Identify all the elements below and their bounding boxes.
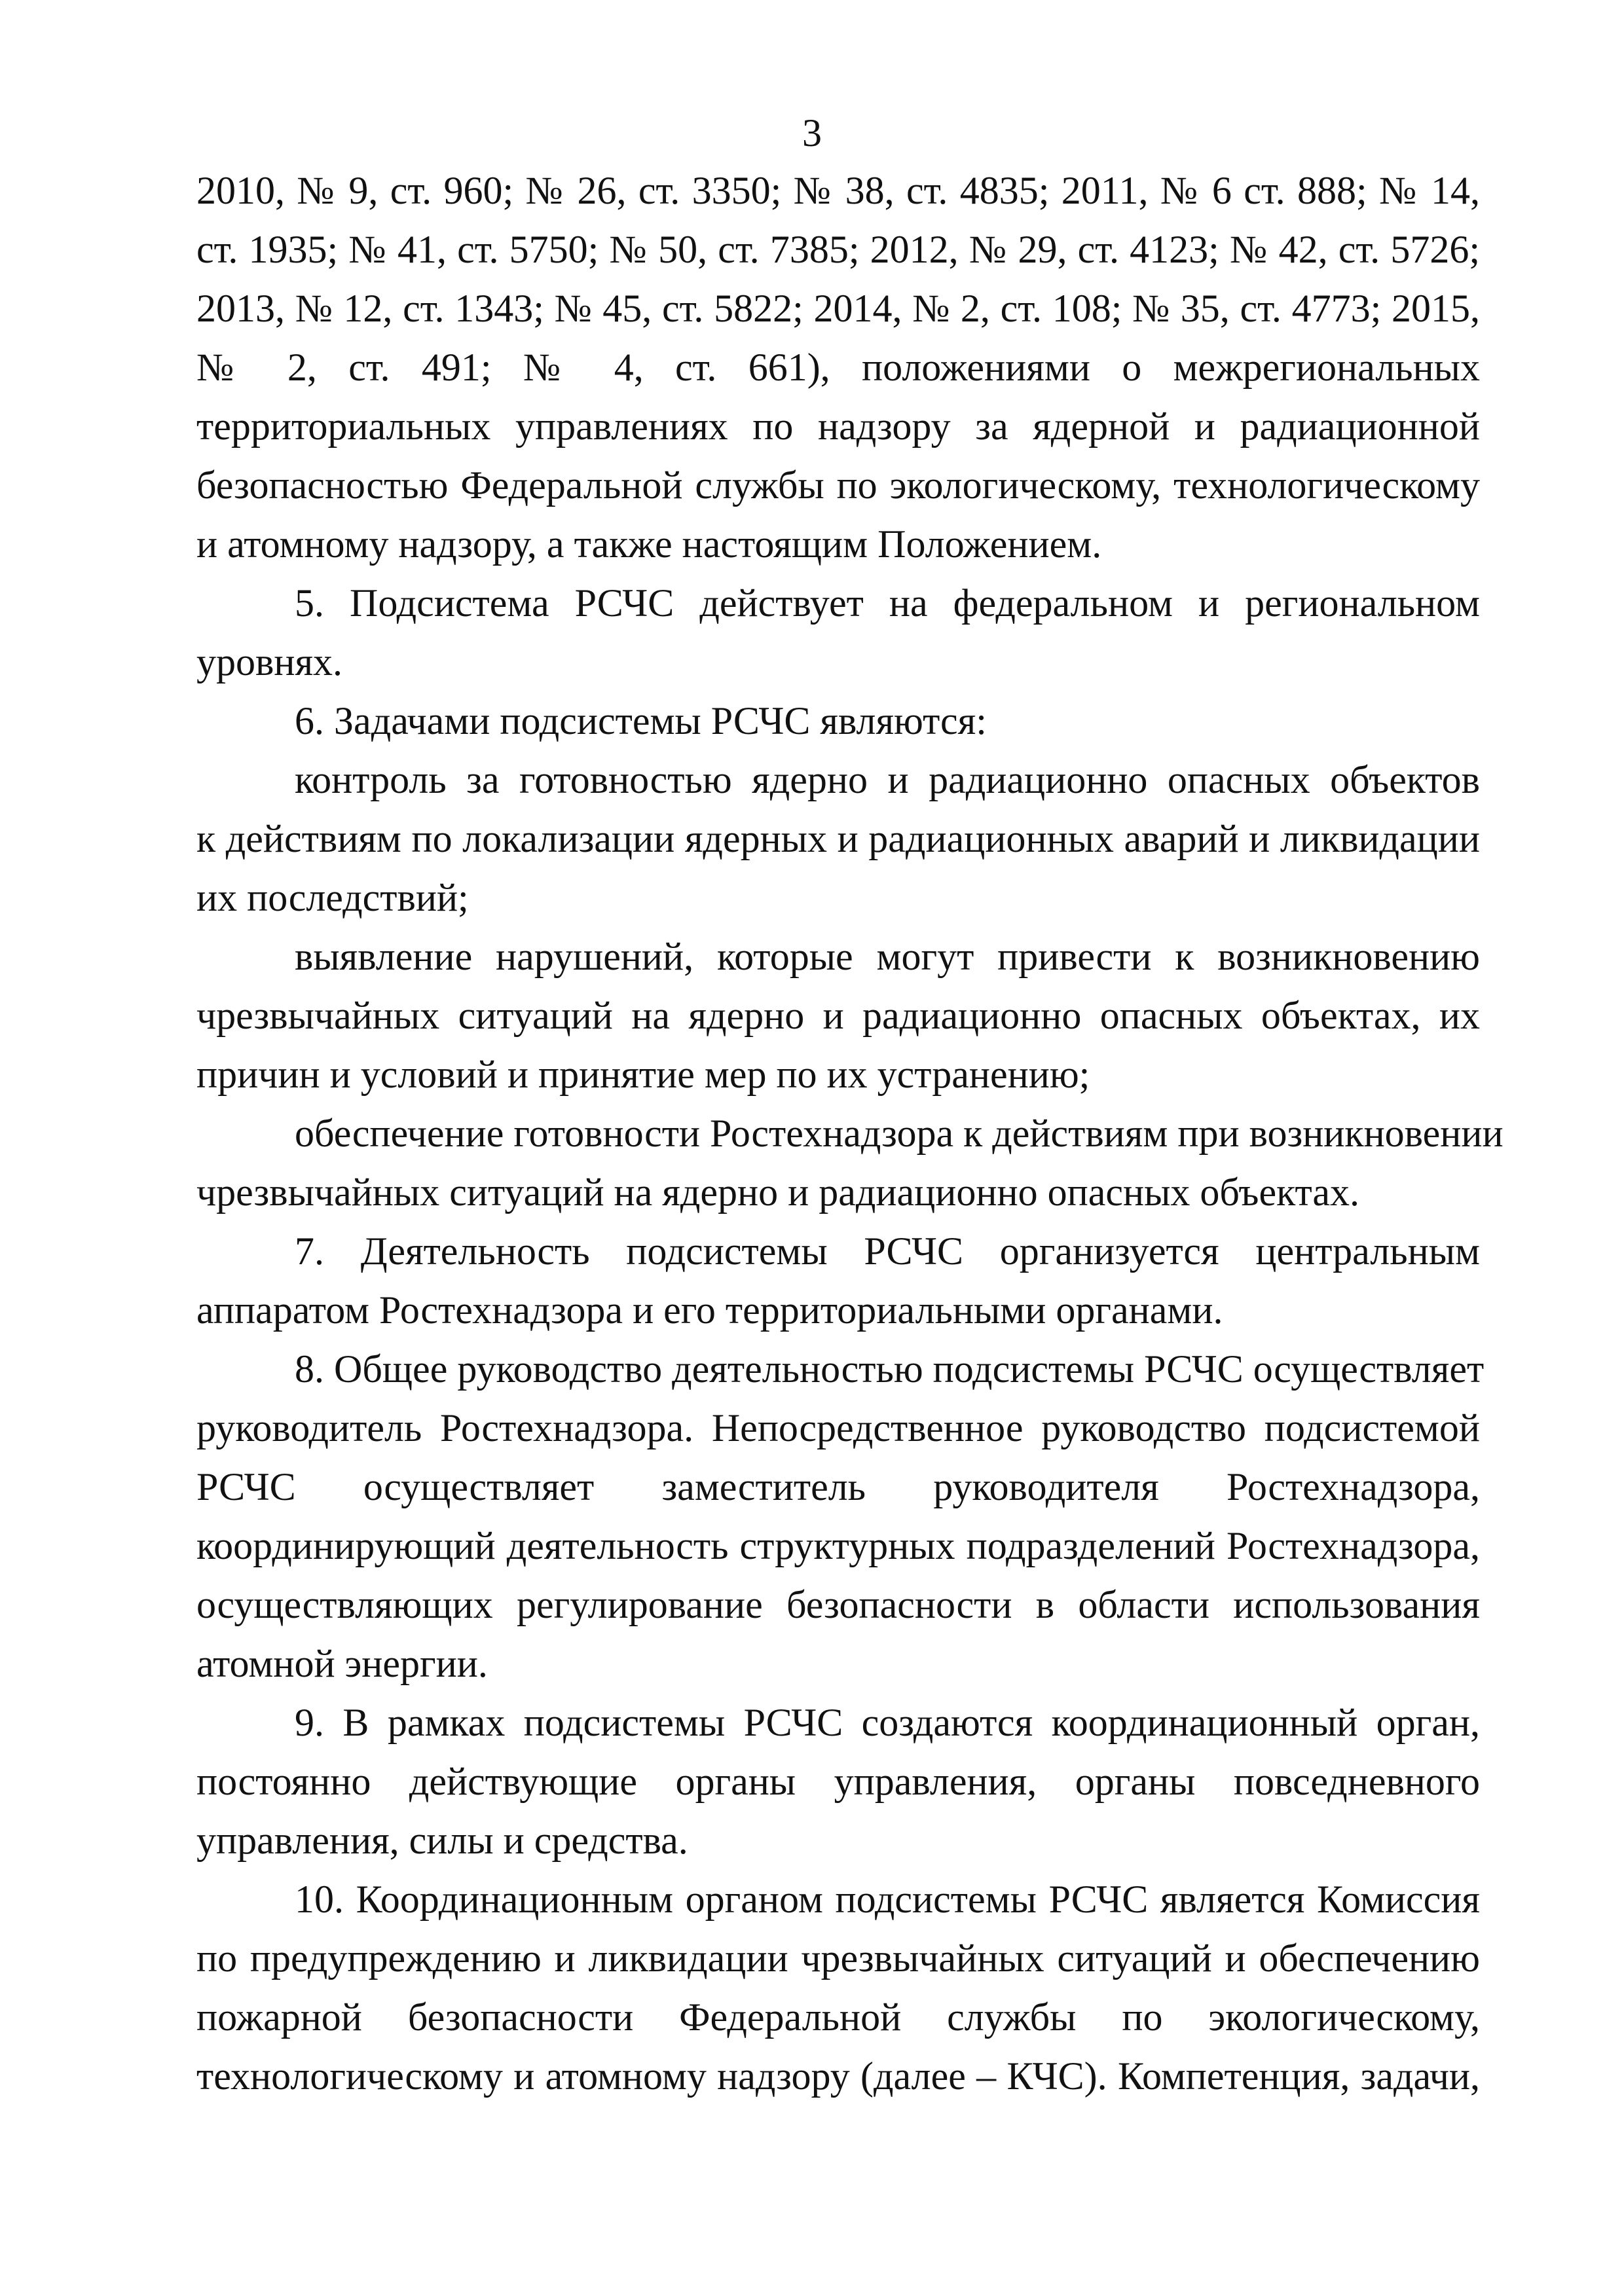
text-line: уровнях. [196,640,343,683]
text-line: координирующий деятельность структурных подразделений Ростехнадзора, [196,1524,1480,1567]
paragraph-6-line: 6. Задачами подсистемы РСЧС являются: [295,699,987,742]
text-line: безопасностью Федеральной службы по экологическому, технологическому [196,464,1480,507]
text-line: 2010, № 9, ст. 960; № 26, ст. 3350; № 38, ст. 4835; 2011, № 6 ст. 888; № 14, [196,169,1480,212]
paragraph-7-line: 7. Деятельность подсистемы РСЧС организуется центральным [295,1230,1480,1273]
text-line: их последствий; [196,876,469,919]
text-line: чрезвычайных ситуаций на ядерно и радиационно опасных объектах. [196,1171,1360,1214]
text-line: аппаратом Ростехнадзора и его территориальными органами. [196,1288,1223,1332]
text-line: атомной энергии. [196,1642,488,1685]
list-item-line: выявление нарушений, которые могут привести к возникновению [295,935,1480,978]
text-line: территориальных управлениях по надзору за ядерной и радиационной [196,405,1480,448]
text-line: по предупреждению и ликвидации чрезвычайных ситуаций и обеспечению [196,1937,1480,1980]
paragraph-9-line: 9. В рамках подсистемы РСЧС создаются координационный орган, [295,1701,1480,1744]
list-item-line: контроль за готовностью ядерно и радиационно опасных объектов [295,758,1480,801]
text-line: управления, силы и средства. [196,1819,688,1862]
paragraph-8-line: 8. Общее руководство деятельностью подсистемы РСЧС осуществляет [295,1347,1485,1391]
text-line: и атомному надзору, а также настоящим Положением. [196,522,1102,566]
text-line: причин и условий и принятие мер по их устранению; [196,1053,1090,1096]
text-line: технологическому и атомному надзору (далее – КЧС). Компетенция, задачи, [196,2054,1480,2098]
text-line: РСЧС осуществляет заместитель руководителя Ростехнадзора, [196,1465,1480,1508]
text-line: руководитель Ростехнадзора. Непосредственное руководство подсистемой [196,1406,1480,1449]
list-item-line: обеспечение готовности Ростехнадзора к действиям при возникновении [295,1112,1504,1155]
text-line: чрезвычайных ситуаций на ядерно и радиационно опасных объектах, их [196,994,1480,1037]
page-number: 3 [802,111,822,155]
text-line: пожарной безопасности Федеральной службы по экологическому, [196,1995,1480,2039]
text-line: 2013, № 12, ст. 1343; № 45, ст. 5822; 2014, № 2, ст. 108; № 35, ст. 4773; 2015, [196,287,1480,330]
text-line: постоянно действующие органы управления, органы повседневного [196,1760,1480,1803]
text-line: № 2, ст. 491; № 4, ст. 661), положениями о межрегиональных [196,346,1480,389]
text-line: к действиям по локализации ядерных и радиационных аварий и ликвидации [196,817,1480,860]
text-line: ст. 1935; № 41, ст. 5750; № 50, ст. 7385; 2012, № 29, ст. 4123; № 42, ст. 5726; [196,228,1480,271]
text-line: осуществляющих регулирование безопасности в области использования [196,1583,1480,1626]
paragraph-5-line: 5. Подсистема РСЧС действует на федеральном и региональном [295,581,1480,625]
paragraph-10-line: 10. Координационным органом подсистемы РСЧС является Комиссия [295,1878,1480,1921]
